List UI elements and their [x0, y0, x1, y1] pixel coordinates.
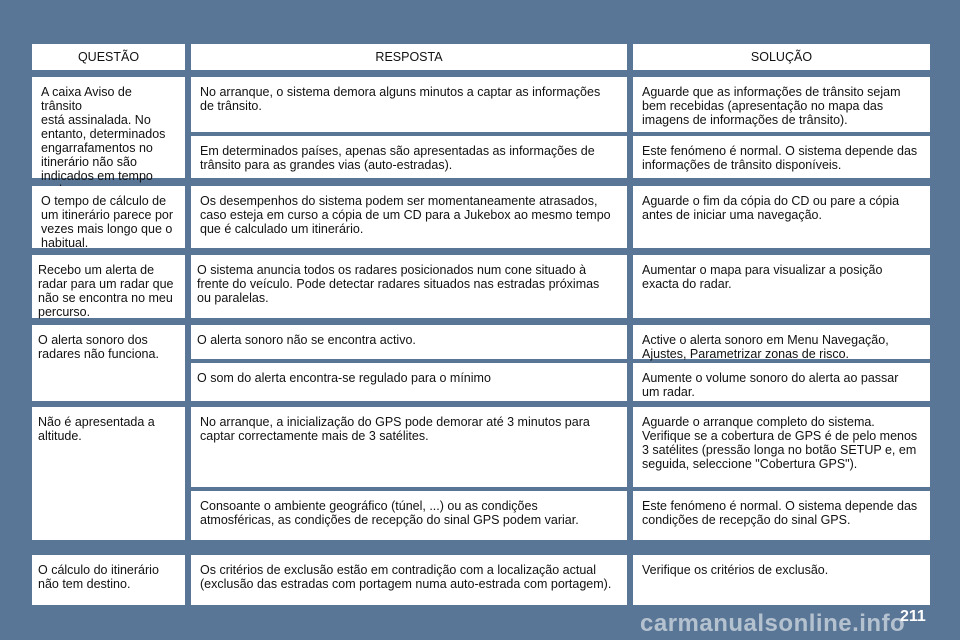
solution-cell: Aguarde que as informações de trânsito sejam bem recebidas (apresentação no mapa das imagens de informações de trânsito).: [633, 77, 930, 132]
question-cell: Não é apresentada a altitude.: [32, 407, 185, 540]
answer-cell: No arranque, o sistema demora alguns minutos a captar as informações de trânsito.: [191, 77, 627, 132]
page-number: 211: [900, 608, 926, 625]
question-cell: Recebo um alerta de radar para um radar que não se encontra no meu percurso.: [32, 255, 185, 318]
header-questao: QUESTÃO: [32, 44, 185, 70]
solution-cell: Aumentar o mapa para visualizar a posição exacta do radar.: [633, 255, 930, 318]
answer-cell: O som do alerta encontra-se regulado para o mínimo: [191, 363, 627, 401]
solution-cell: Aguarde o arranque completo do sistema. Verifique se a cobertura de GPS é de pelo menos 3 satélites (pressão longa no botão SETUP e, em seguida, seleccione "Cobertura GPS").: [633, 407, 930, 487]
solution-cell: Este fenómeno é normal. O sistema depende das informações de trânsito disponíveis.: [633, 136, 930, 178]
watermark: carmanualsonline.info: [640, 610, 906, 637]
answer-cell: Consoante o ambiente geográfico (túnel, ...) ou as condições atmosféricas, as condições de recepção do sinal GPS podem variar.: [191, 491, 627, 540]
solution-cell: Este fenómeno é normal. O sistema depende das condições de recepção do sinal GPS.: [633, 491, 930, 540]
question-cell: O cálculo do itinerário não tem destino.: [32, 555, 185, 605]
question-cell: O alerta sonoro dos radares não funciona.: [32, 325, 185, 401]
question-cell: O tempo de cálculo de um itinerário parece por vezes mais longo que o habitual.: [32, 186, 185, 248]
solution-cell: Verifique os critérios de exclusão.: [633, 555, 930, 605]
answer-cell: No arranque, a inicialização do GPS pode demorar até 3 minutos para captar correctamente mais de 3 satélites.: [191, 407, 627, 487]
answer-cell: O alerta sonoro não se encontra activo.: [191, 325, 627, 359]
answer-cell: Em determinados países, apenas são apresentadas as informações de trânsito para as grandes vias (auto-estradas).: [191, 136, 627, 178]
answer-cell: O sistema anuncia todos os radares posicionados num cone situado à frente do veículo. Pode detectar radares situados nas estradas próximas ou paralelas.: [191, 255, 627, 318]
header-resposta: RESPOSTA: [191, 44, 627, 70]
answer-cell: Os desempenhos do sistema podem ser momentaneamente atrasados, caso esteja em curso a cópia de um CD para a Jukebox ao mesmo tempo que é calculado um itinerário.: [191, 186, 627, 248]
solution-cell: Aguarde o fim da cópia do CD ou pare a cópia antes de iniciar uma navegação.: [633, 186, 930, 248]
solution-cell: Aumente o volume sonoro do alerta ao passar um radar.: [633, 363, 930, 401]
answer-cell: Os critérios de exclusão estão em contradição com a localização actual (exclusão das estradas com portagem numa auto-estrada com portagem).: [191, 555, 627, 605]
question-cell: A caixa Aviso de trânsito está assinalada. No entanto, determinados engarrafamentos no itinerário não são indicados em tempo: [32, 77, 185, 178]
solution-cell: Active o alerta sonoro em Menu Navegação, Ajustes, Parametrizar zonas de risco.: [633, 325, 930, 359]
header-solucao: SOLUÇÃO: [633, 44, 930, 70]
